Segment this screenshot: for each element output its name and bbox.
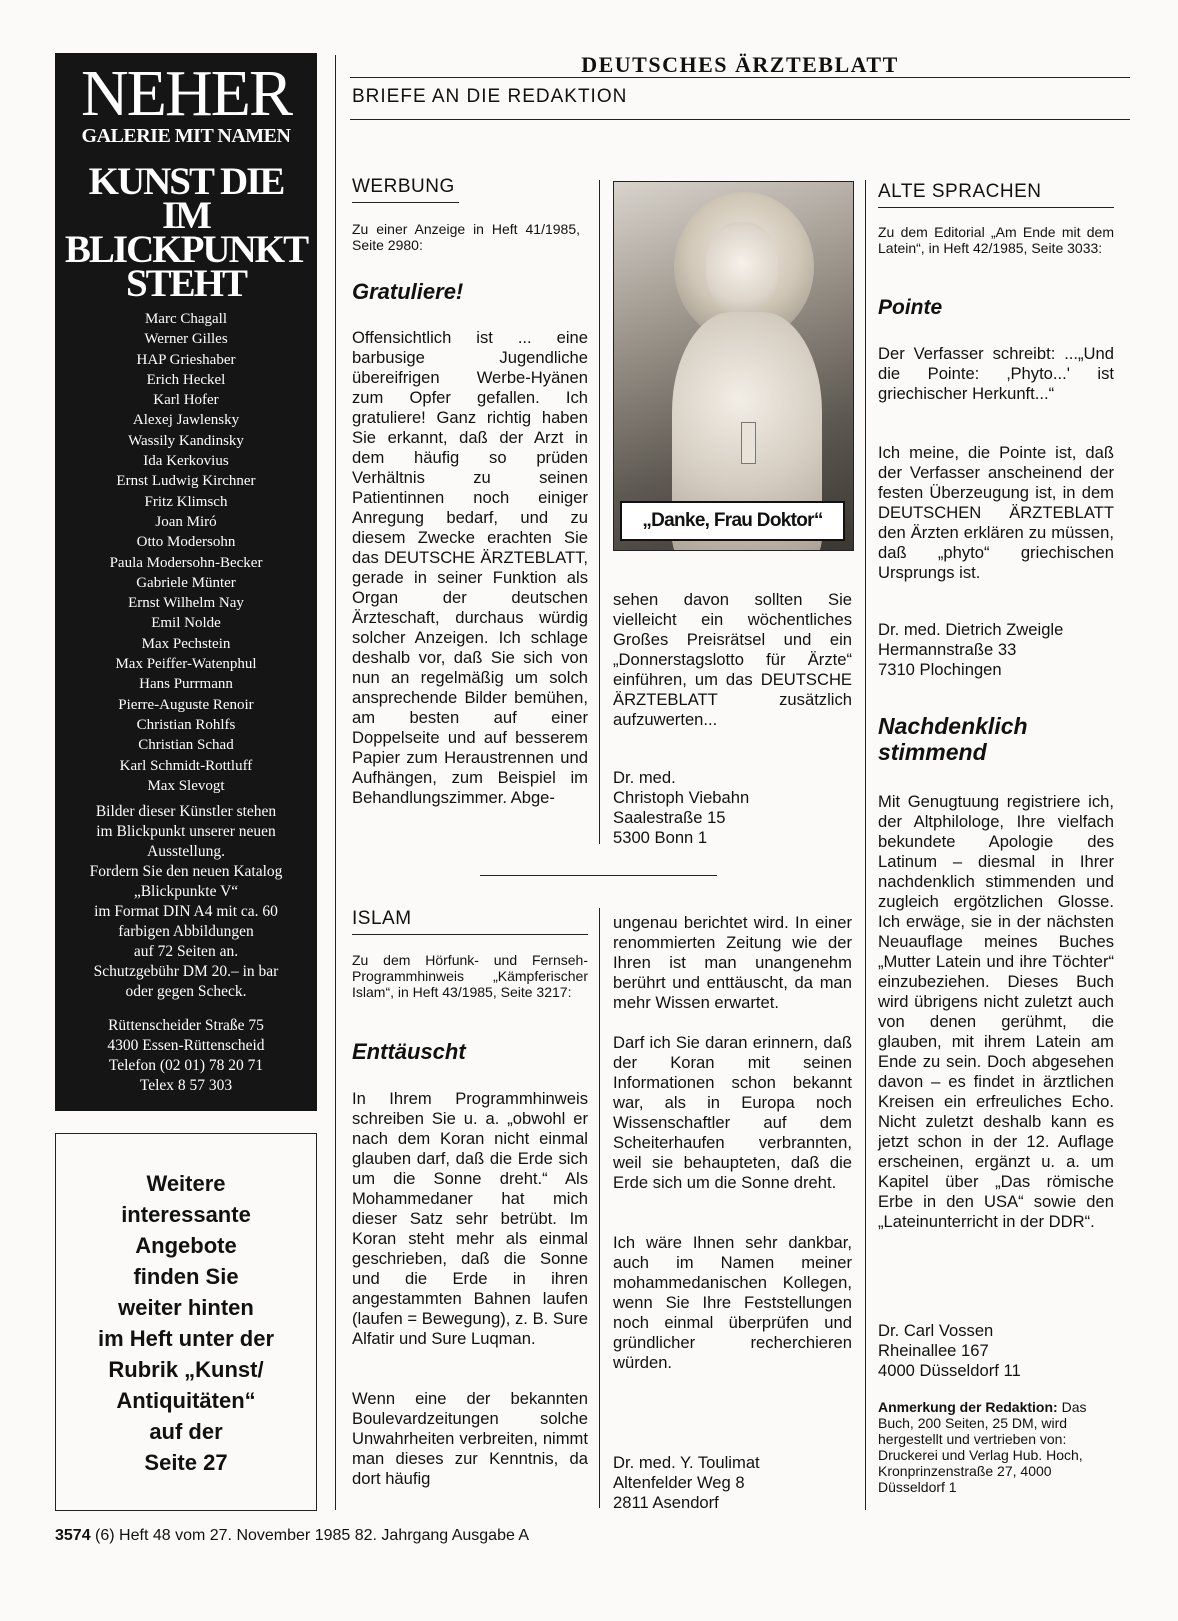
- ad-body-line: farbigen Abbildungen: [118, 923, 254, 941]
- ad-headline-line: KUNST DIE: [88, 160, 284, 203]
- islam-signature: [613, 1453, 852, 1513]
- ad-address-line: Telex 8 57 303: [139, 1077, 233, 1095]
- ad-body-line: auf 72 Seiten an.: [133, 943, 239, 961]
- islam-text-col2-p2: Darf ich Sie daran erinnern, daß der Koran mit seinen Informationen schon bekannt war, als in Europa noch Wissenschaftler auf dem Scheiterhaufen verbrannten, weil sie behaupteten, daß die Erde sich um die Sonne dreht.: [613, 1033, 852, 1192]
- artist-name: Ernst Ludwig Kirchner: [116, 473, 256, 490]
- offers-ad-line: Antiquitäten“: [116, 1388, 256, 1413]
- artist-name: HAP Grieshaber: [136, 351, 236, 368]
- artist-name: Erich Heckel: [146, 371, 226, 388]
- werbung-title: Gratuliere!: [352, 279, 464, 304]
- werbung-signature: [613, 768, 852, 848]
- signature-line: Hermannstraße 33: [878, 640, 1017, 659]
- artist-name: Hans Purrmann: [139, 676, 233, 693]
- werbung-text-col2: sehen davon sollten Sie vielleicht ein wöchentliches Großes Preisrätsel und ein „Donnerstagslotto für Ärzte“ einführen, um das DEUTSCHE ÄRZTEBLATT zusätzlich aufzuwerten...: [613, 590, 852, 729]
- artist-name: Fritz Klimsch: [144, 493, 228, 510]
- offers-ad-line: Angebote: [135, 1233, 237, 1258]
- artist-name: Ernst Wilhelm Nay: [128, 595, 244, 612]
- ad-address-line: Telefon (02 01) 78 20 71: [108, 1057, 264, 1075]
- section-heading: BRIEFE AN DIE REDAKTION: [352, 86, 628, 107]
- ad-address-line: Rüttenscheider Straße 75: [108, 1017, 264, 1035]
- editor-note-label: Anmerkung der Redaktion:: [878, 1399, 1058, 1415]
- label-rule: [878, 207, 1114, 208]
- islam-text-col2-p3: Ich wäre Ihnen sehr dankbar, auch im Namen meiner mohammedanischen Kollegen, wenn Sie Ihre Feststellungen noch einmal überprüfen und gründlicher recherchieren würden.: [613, 1233, 852, 1372]
- offers-ad-line: im Heft unter der: [97, 1326, 275, 1351]
- column-rule: [599, 180, 600, 844]
- artist-name: Paula Modersohn-Becker: [109, 554, 263, 571]
- offers-ad-line: weiter hinten: [118, 1295, 254, 1320]
- nachdenklich-signature: [878, 1321, 1114, 1381]
- pointe-signature: [878, 620, 1114, 680]
- islam-text-p2: Wenn eine der bekannten Boulevardzeitungen solche Unwahrheiten verbreiten, nimmt man dieses zur Kenntnis, da dort häufig: [352, 1389, 588, 1488]
- islam-text-p1: In Ihrem Programmhinweis schreiben Sie u. a. „obwohl er nach dem Koran nicht einmal glauben darf, daß die Erde sich um die Sonne dreht.“ Als Mohammedaner hat mich dieser Satz sehr betrübt. Im Koran steht mehr als einmal geschrieben, daß die Sonne und die Erde in ihren angestammten Bahnen laufen (laufen = Bewegung), z. B. Sure Alfatir und Sure Luqman.: [352, 1089, 588, 1348]
- islam-title: Enttäuscht: [352, 1039, 466, 1064]
- alte-sprachen-intro: Zu dem Editorial „Am Ende mit dem Latein“, in Heft 42/1985, Seite 3033:: [878, 224, 1114, 256]
- offers-ad-line: interessante: [121, 1202, 251, 1227]
- column-rule: [865, 180, 866, 1510]
- offers-ad: [55, 1133, 317, 1511]
- islam-intro: Zu dem Hörfunk- und Fernseh-Programmhinweis „Kämpferischer Islam“, in Heft 43/1985, Seite 3217:: [352, 952, 588, 1000]
- editor-note-text: Das Buch, 200 Seiten, 25 DM, wird hergestellt und vertrieben von: Druckerei und Verlag Hub. Hoch, Kronprinzenstraße 27, 4000 Düsseldorf 1: [878, 1399, 1087, 1495]
- artist-name: Christian Rohlfs: [136, 716, 236, 733]
- offers-ad-line: Weitere: [146, 1171, 226, 1196]
- artist-name: Alexej Jawlensky: [132, 412, 240, 429]
- footer: [55, 1527, 529, 1545]
- ad-tagline: GALERIE MIT NAMEN: [81, 125, 291, 147]
- artist-name: Joan Miró: [155, 513, 217, 530]
- ad-address: [55, 1016, 317, 1096]
- werbung-text-col1: Offensichtlich ist ... eine barbusige Jugendliche übereifrigen Werbe-Hyänen zum Opfer gefallen. Ich gratuliere! Ganz richtig haben Sie erkannt, daß der Arzt in dem häufig so prüden Verhältnis zu seinen Patientinnen noch einiger Anregung bedarf, und zu diesem Zwecke erachten Sie das DEUTSCHE ÄRZTEBLATT, gerade in seiner Funktion als Organ der deutschen Ärzteschaft, durchaus würdig solcher Anzeigen. Ich schlage deshalb vor, daß Sie sich von nun an regelmäßig um solch ansprechende Bilder bemühen, am besten auf einer Doppelseite und auf besserem Papier zum Heraustrennen und Aufhängen, zum Beispiel im Behandlungszimmer. Abge-: [352, 328, 588, 807]
- werbung-intro: Zu einer Anzeige in Heft 41/1985, Seite 2980:: [352, 221, 580, 253]
- masthead-rule: [350, 77, 1130, 78]
- signature-line: Saalestraße 15: [613, 808, 726, 827]
- artist-name: Wassily Kandinsky: [128, 432, 244, 449]
- vertical-rule: [335, 55, 336, 1510]
- label-alte-sprachen: ALTE SPRACHEN: [878, 181, 1042, 202]
- artist-name: Max Peiffer-Watenphul: [115, 656, 257, 673]
- footer-text: (6) Heft 48 vom 27. November 1985 82. Jahrgang Ausgabe A: [95, 1527, 530, 1544]
- offers-ad-line: auf der: [149, 1419, 223, 1444]
- nachdenklich-title: Nachdenklich stimmend: [878, 713, 1028, 765]
- artist-name: Marc Chagall: [144, 311, 228, 327]
- artist-name: Christian Schad: [138, 737, 234, 754]
- ad-body-line: Ausstellung.: [147, 843, 225, 861]
- ad-headline-line: STEHT: [125, 262, 247, 305]
- ad-headline: [55, 160, 317, 305]
- ad-address-line: 4300 Essen-Rüttenscheid: [107, 1037, 265, 1055]
- signature-line: Dr. med. Dietrich Zweigle: [878, 620, 1064, 639]
- artist-name: Emil Nolde: [151, 615, 221, 632]
- column-rule: [599, 908, 600, 1508]
- ad-headline-line: IM: [162, 194, 210, 237]
- signature-line: Altenfelder Weg 8: [613, 1473, 745, 1492]
- ad-headline-line: BLICKPUNKT: [64, 228, 308, 271]
- signature-line: 7310 Plochingen: [878, 660, 1002, 679]
- nachdenklich-text: Mit Genugtuung registriere ich, der Altphilologe, Ihre vielfach bekundete Apologie des Latinum – diesmal in Ihrer nachdenklich stimmenden und zugleich ergötzlichen Glosse. Ich erwäge, sie in der nächsten Neuauflage meines Buches „Mutter Latein und ihre Töchter“ einzubeziehen. Dieses Buch wird übrigens nicht zuletzt auch von denen gerühmt, die glauben, mit ihrem Latein am Ende zu sein. Doch abgesehen davon – es findet in ärztlichen Kreisen ein erfreuliches Echo. Nicht zuletzt deshalb kann es jetzt schon in der 12. Auflage erscheinen, ergänzt u. a. um Kapitel über „Das römische Erbe in den USA“ sowie den „Lateinunterricht in der DDR“.: [878, 792, 1114, 1231]
- ad-body: [55, 802, 317, 1002]
- ad-brand: NEHER: [81, 57, 291, 130]
- masthead-title: DEUTSCHES ÄRZTEBLATT: [581, 52, 899, 77]
- ad-body-line: „Blickpunkte V“: [133, 883, 239, 901]
- signature-line: Rheinallee 167: [878, 1341, 989, 1360]
- artist-list: [55, 309, 317, 796]
- neher-ad: [55, 53, 317, 1111]
- section-rule: [350, 119, 1130, 120]
- ad-body-line: Fordern Sie den neuen Katalog: [89, 863, 283, 881]
- label-islam: ISLAM: [352, 908, 412, 929]
- pointe-text-p1: Der Verfasser schreibt: ...„Und die Pointe: ‚Phyto...' ist griechischer Herkunft...“: [878, 344, 1114, 403]
- signature-line: 4000 Düsseldorf 11: [878, 1361, 1021, 1380]
- separator-rule: [480, 875, 717, 876]
- artist-name: Pierre-Auguste Renoir: [118, 696, 254, 713]
- islam-text-col2-p1: ungenau berichtet wird. In einer renommierten Zeitung wie der Ihren ist man unangenehm berührt und enttäuscht, da man mehr Wissen erwartet.: [613, 913, 852, 1012]
- signature-line: Dr. Carl Vossen: [878, 1321, 994, 1340]
- ad-body-line: im Blickpunkt unserer neuen: [96, 823, 276, 841]
- artist-name: Karl Hofer: [153, 392, 219, 409]
- photo-caption: „Danke, Frau Doktor“: [620, 501, 845, 541]
- editor-note: [878, 1399, 1114, 1495]
- ad-body-line: Bilder dieser Künstler stehen: [95, 803, 277, 821]
- offers-ad-line: Rubrik „Kunst/: [108, 1357, 264, 1382]
- page-number: 3574: [55, 1527, 91, 1544]
- artist-name: Max Pechstein: [141, 635, 231, 652]
- label-rule: [352, 934, 588, 935]
- ad-photo: [613, 181, 854, 551]
- signature-line: 2811 Asendorf: [613, 1493, 719, 1512]
- photo-patch: [741, 422, 756, 464]
- signature-line: 5300 Bonn 1: [613, 828, 708, 847]
- signature-line: Dr. med.: [613, 768, 676, 787]
- artist-name: Karl Schmidt-Rottluff: [119, 757, 253, 774]
- label-werbung: WERBUNG: [352, 176, 455, 197]
- artist-name: Otto Modersohn: [136, 534, 236, 551]
- artist-name: Max Slevogt: [147, 777, 225, 794]
- signature-line: Christoph Viebahn: [613, 788, 750, 807]
- artist-name: Werner Gilles: [144, 331, 228, 348]
- photo-face: [706, 222, 778, 314]
- artist-name: Gabriele Münter: [136, 574, 236, 591]
- label-rule: [352, 202, 459, 203]
- pointe-text-p2: Ich meine, die Pointe ist, daß der Verfasser anscheinend der festen Überzeugung ist, in dem DEUTSCHEN ÄRZTEBLATT den Ärzten erklären zu müssen, daß „phyto“ griechischen Ursprungs ist.: [878, 443, 1114, 582]
- offers-ad-line: Seite 27: [144, 1450, 228, 1475]
- artist-name: Ida Kerkovius: [143, 453, 229, 470]
- ad-body-line: Schutzgebühr DM 20.– in bar: [93, 963, 279, 981]
- ad-body-line: oder gegen Scheck.: [125, 983, 247, 1001]
- pointe-title: Pointe: [878, 296, 943, 319]
- offers-ad-line: finden Sie: [133, 1264, 239, 1289]
- ad-body-line: im Format DIN A4 mit ca. 60: [94, 903, 278, 921]
- signature-line: Dr. med. Y. Toulimat: [613, 1453, 760, 1472]
